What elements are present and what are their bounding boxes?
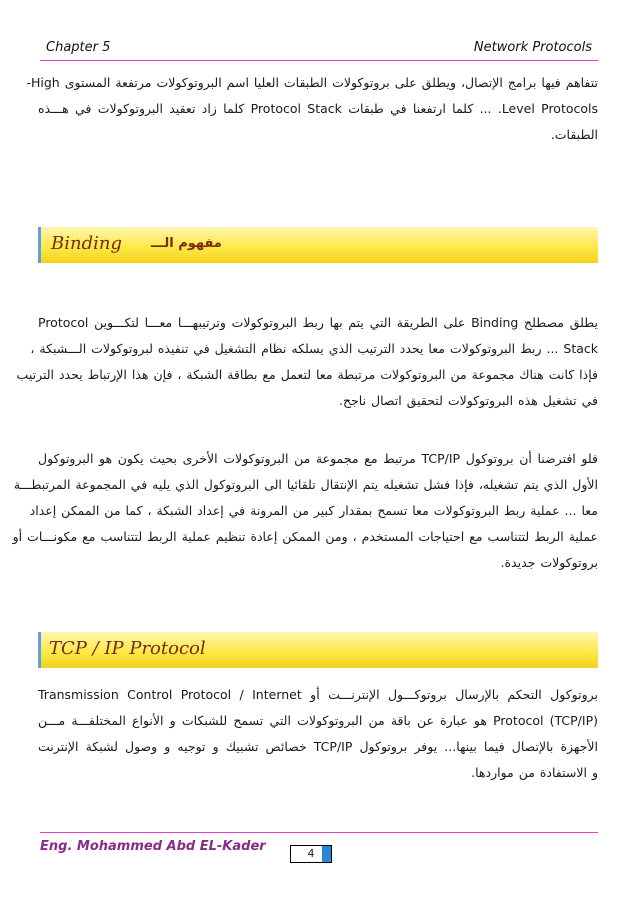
binding-line: بروتوكولات جديدة. [500,555,598,570]
binding-title: Binding [51,233,122,254]
tcpip-line: الأجهزة بالإتصال فيما بينها... يوفر بروتوكول TCP/IP خصائص تشبيك و توجيه و وصول لشبكة الإنترنت [38,739,598,754]
tcpip-line: و الاستفادة من مواردها. [471,765,598,780]
binding-line: فإذا كانت هناك مجموعة من البروتوكولات مرتبطة معا لتعمل مع بطاقة الشبكة ، فإن هذا الإرتباط يحدد الترتيب [16,367,598,382]
page-number: 4 [307,847,315,860]
tcpip-line: Protocol (TCP/IP) هو عبارة عن باقة من البروتوكولات التي تسمح للشبكات و الأنواع المختلفـــة مـــن [38,713,598,728]
page-header [40,36,598,61]
binding-line: في تشغيل هذه البروتوكولات لتحقيق اتصال ناجح. [339,393,598,408]
page-marker [322,846,331,862]
binding-paragraph-2 [12,446,598,576]
page-number-box [290,845,332,863]
binding-line: معا ... عملية ربط البروتوكولات معا تسمح بمقدار كبير من المرونة في إعداد الشبكة ، كما من الممكن إعداد [29,503,598,518]
tcpip-paragraph [38,682,598,786]
author-name: Eng. Mohammed Abd EL-Kader [40,839,266,854]
intro-paragraph [26,70,599,148]
binding-paragraph-1 [16,310,598,414]
chapter-label: Chapter 5 [46,40,111,55]
binding-line: الأول الذي يتم تشغيله، فإذا فشل تشغيله يتم الإنتقال تلقائيا الى البروتوكول الذي يليه في المجموعة المرتبطـــة [13,477,598,492]
topic-label: Network Protocols [473,40,592,55]
binding-title-arabic: مفهوم الـــ [151,236,222,251]
intro-line: تتفاهم فيها برامج الإتصال، ويطلق على بروتوكولات الطبقات العليا اسم البروتوكولات مرتفعة المستوى High- [26,75,598,90]
intro-line: الطبقات. [550,127,598,142]
binding-section-heading [38,227,598,263]
tcpip-line: بروتوكول التحكم بالإرسال بروتوكـــول الإنترنـــت أو Transmission Control Protocol / Internet [38,687,598,702]
binding-line: عملية الربط لتتناسب مع احتياجات المستخدم ، ومن الممكن إعادة تنظيم عملية الربط لتتناسب مع مكونـــات أو [12,529,598,544]
tcpip-section-heading [38,632,598,668]
binding-line: يطلق مصطلح Binding على الطريقة التي يتم بها ربط البروتوكولات وترتيبهـــا معـــا لتكـــوين Protocol [38,315,598,330]
binding-line: فلو افترضنا أن بروتوكول TCP/IP مرتبط مع مجموعة من البروتوكولات الأخرى بحيث يكون هو البروتوكول [38,451,598,466]
tcpip-title: TCP / IP Protocol [49,638,206,659]
intro-line: Level Protocols. ... كلما ارتفعنا في طبقات Protocol Stack كلما زاد تعقيد البروتوكولات في هـــذه [38,101,599,116]
binding-line: Stack ... ربط البروتوكولات معا يحدد الترتيب الذي يسلكه نظام التشغيل في تنفيذه لبروتوكولات الـــشبكة ، [30,341,598,356]
